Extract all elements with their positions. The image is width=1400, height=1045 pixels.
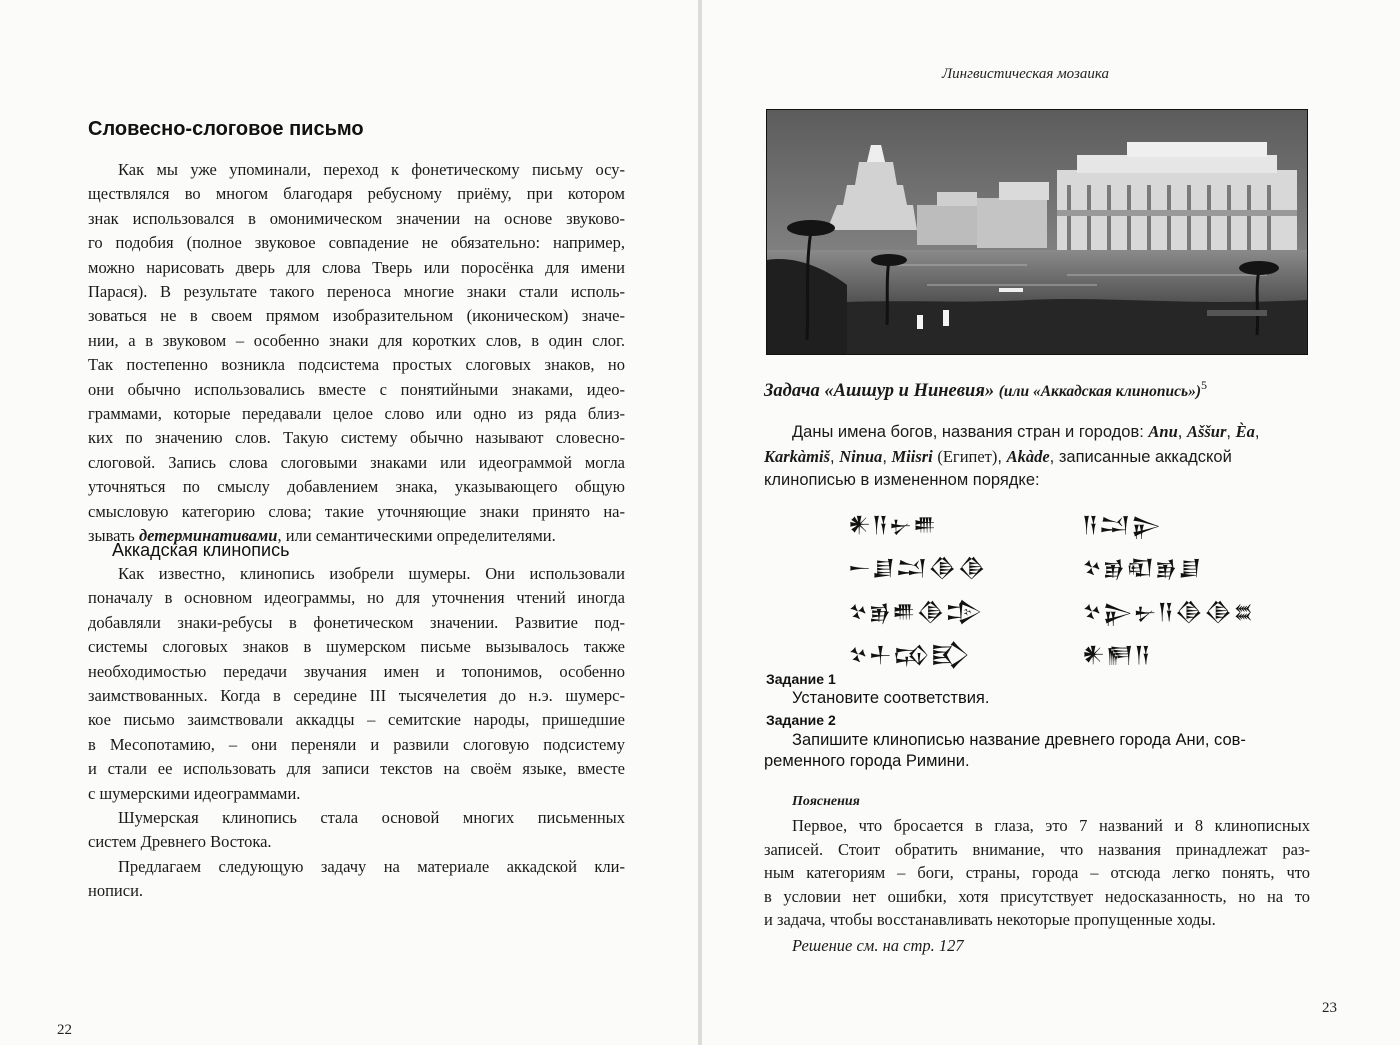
section-heading: Словесно-слоговое письмо — [88, 118, 364, 140]
text-fragment: Даны имена богов, названия стран и городов: — [792, 423, 1149, 441]
text-line: слоговой. Запись слова слоговыми знаками или идеограммой могла — [88, 452, 625, 472]
cuneiform-entry-6: 𒆳𒂊𒊏𒂊𒋗 — [1082, 556, 1203, 581]
text-line: зоваться не в своем прямом изобразительном (иконическом) значе- — [88, 306, 625, 326]
text-line: ществлялся во многом благодаря ребусному приёму, при котором — [88, 184, 625, 204]
name-akade: Akàde — [1006, 446, 1050, 466]
text-line: Так постепенно возникла подсистема простых слоговых знаков, но — [88, 355, 625, 375]
text-fragment: , записанные аккадской — [1049, 447, 1232, 466]
text-line: и стали ее использовать для записи текстов на своём языке, вместе — [88, 759, 625, 779]
assignment-1-text: Установите соответствия. — [792, 689, 990, 707]
text-line: заимствованных. Когда в середине III тысячелетия до н.э. шумерс- — [88, 686, 625, 706]
text-fragment: , или семантическими определителями. — [277, 526, 556, 546]
text-line: уточняться по смыслу добавлением знака, указывающего общую — [88, 477, 625, 497]
text-line: и задача, чтобы восстанавливать некоторые пропущенные ходы. — [764, 910, 1216, 929]
footnote-marker: 5 — [1200, 378, 1207, 392]
text-line: ным категориям – боги, страны, города – отсюда легко понять, что — [764, 863, 1310, 882]
text-line: можно нарисовать дверь для слова Тверь или поросёнка для имени — [88, 257, 625, 277]
task-given-text — [764, 420, 1310, 493]
cuneiform-entry-7: 𒆳𒉌𒉡𒀀𒆠𒆠𒊺 — [1082, 600, 1255, 625]
solution-reference: Решение см. на стр. 127 — [792, 936, 964, 955]
text-line: смысловую категорию слова; такие уточняющие знаки принято на- — [88, 501, 625, 521]
page-number-left: 22 — [57, 1022, 72, 1038]
running-head: Лингвистическая мозаика — [942, 66, 1109, 82]
text-line: с шумерскими идеограммами. — [88, 783, 301, 803]
name-karkamis: Karkàmiš — [764, 446, 831, 466]
text-line: клинописью в измененном порядке: — [764, 471, 1040, 489]
notes-paragraph — [764, 814, 1310, 932]
cuneiform-entry-8: 𒀭𒂍𒀀 — [1082, 643, 1152, 668]
cuneiform-entry-4: 𒆳𒈦𒄘𒃼 — [848, 643, 971, 668]
paragraph-2 — [88, 562, 625, 904]
left-page — [0, 0, 698, 1045]
cuneiform-entry-3: 𒆳𒂊𒌑𒆠𒄠 — [848, 600, 984, 625]
name-ninua: Ninua — [839, 446, 883, 466]
text-line: Парася). В результате такого переноса многие знаки стали исполь- — [88, 282, 625, 302]
text-line: нописи. — [88, 881, 144, 901]
text-line: они обычно использовались вместе с понятийными знаками, идео- — [88, 379, 625, 399]
text-fragment: зывать — [88, 526, 139, 546]
text-line: в Месопотамию, – они переняли и развили слоговую подсистему — [88, 734, 625, 754]
assyrian-palace-illustration — [766, 109, 1308, 355]
palace-engraving-image — [767, 110, 1307, 354]
name-miisri: Miisri — [891, 446, 933, 466]
cuneiform-entry-1: 𒀭𒀀𒉡𒌑 — [848, 513, 938, 538]
text-line: поначалу в основном идеограммы, но для уточнения чтений иногда — [88, 588, 625, 608]
text-line: необходимостью передачи звучания имен и топонимов, особенно — [88, 661, 625, 681]
assignment-2-text-line2: ременного города Римини. — [764, 752, 970, 770]
task-title — [764, 378, 1312, 402]
text-line: добавляли знаки-ребусы в фонетическом значении. Развитие под- — [88, 612, 625, 632]
text-line: Как мы уже упоминали, переход к фонетическому письму осу- — [118, 160, 625, 179]
text-line: граммами, которые передавали целое слово или одно из ряда близ- — [88, 404, 625, 424]
text-line: го подобия (полное звуковое совпадение не обязательно: например, — [88, 233, 625, 253]
text-line: записей. Стоит обратить внимание, что названия принадлежат раз- — [764, 839, 1310, 859]
text-line: Даны имена богов, названия стран и городов: Anu, Aššur, Èa, — [792, 422, 1260, 441]
paragraph-1 — [88, 158, 625, 549]
text-line: Шумерская клинопись стала основой многих письменных — [118, 808, 625, 828]
egypt-gloss: (Египет) — [937, 446, 998, 466]
task-title-sub: (или «Аккадская клинопись») — [998, 383, 1201, 401]
text-line: Предлагаем следующую задачу на материале аккадской кли- — [118, 856, 625, 876]
name-anu: Anu — [1148, 422, 1178, 441]
text-line: кое письмо заимствовали аккадцы – семитские народы, пришедшие — [88, 710, 625, 730]
assignment-2-text-line1: Запишите клинописью название древнего города Ани, сов- — [792, 731, 1246, 749]
cuneiform-entry-5: 𒀀𒁺𒉌 — [1082, 513, 1162, 538]
assignment-1-label: Задание 1 — [766, 671, 836, 687]
name-ea: Èa — [1235, 422, 1255, 441]
text-line: Первое, что бросается в глаза, это 7 названий и 8 клинописных — [792, 816, 1310, 835]
text-line: ких по значению слов. Такую систему обычно называют словесно- — [88, 428, 625, 448]
text-line: нии, а в звуковом – особенно знаки для коротких слов, в один слог. — [88, 330, 625, 350]
text-line: Как известно, клинопись изобрели шумеры. Они использовали — [118, 564, 625, 583]
name-assur: Aššur — [1186, 422, 1227, 441]
text-line: системы слоговых знаков в шумерском письме вызывалось также — [88, 637, 625, 657]
assignment-2-label: Задание 2 — [766, 712, 836, 728]
term-determinatives: детерминативами — [138, 526, 278, 546]
text-line: систем Древнего Востока. — [88, 832, 272, 852]
text-line: в условии нет ошибки, хотя присутствует недосказанность, но на то — [764, 886, 1310, 906]
notes-heading: Пояснения — [792, 794, 860, 809]
cuneiform-entry-2: 𒀸𒋗𒁺𒆠𒆠 — [848, 556, 987, 581]
right-page — [702, 0, 1400, 1045]
subheading: Аккадская клинопись — [112, 540, 290, 560]
task-title-main: Задача «Ашшур и Ниневия» — [764, 381, 995, 402]
text-line: знак использовался в омонимическом значении на основе звуково- — [88, 208, 625, 228]
page-number-right: 23 — [1322, 1000, 1337, 1016]
text-line: Karkàmiš, Ninua, Miisri (Египет), Akàde, записанные аккадской — [764, 446, 1232, 466]
